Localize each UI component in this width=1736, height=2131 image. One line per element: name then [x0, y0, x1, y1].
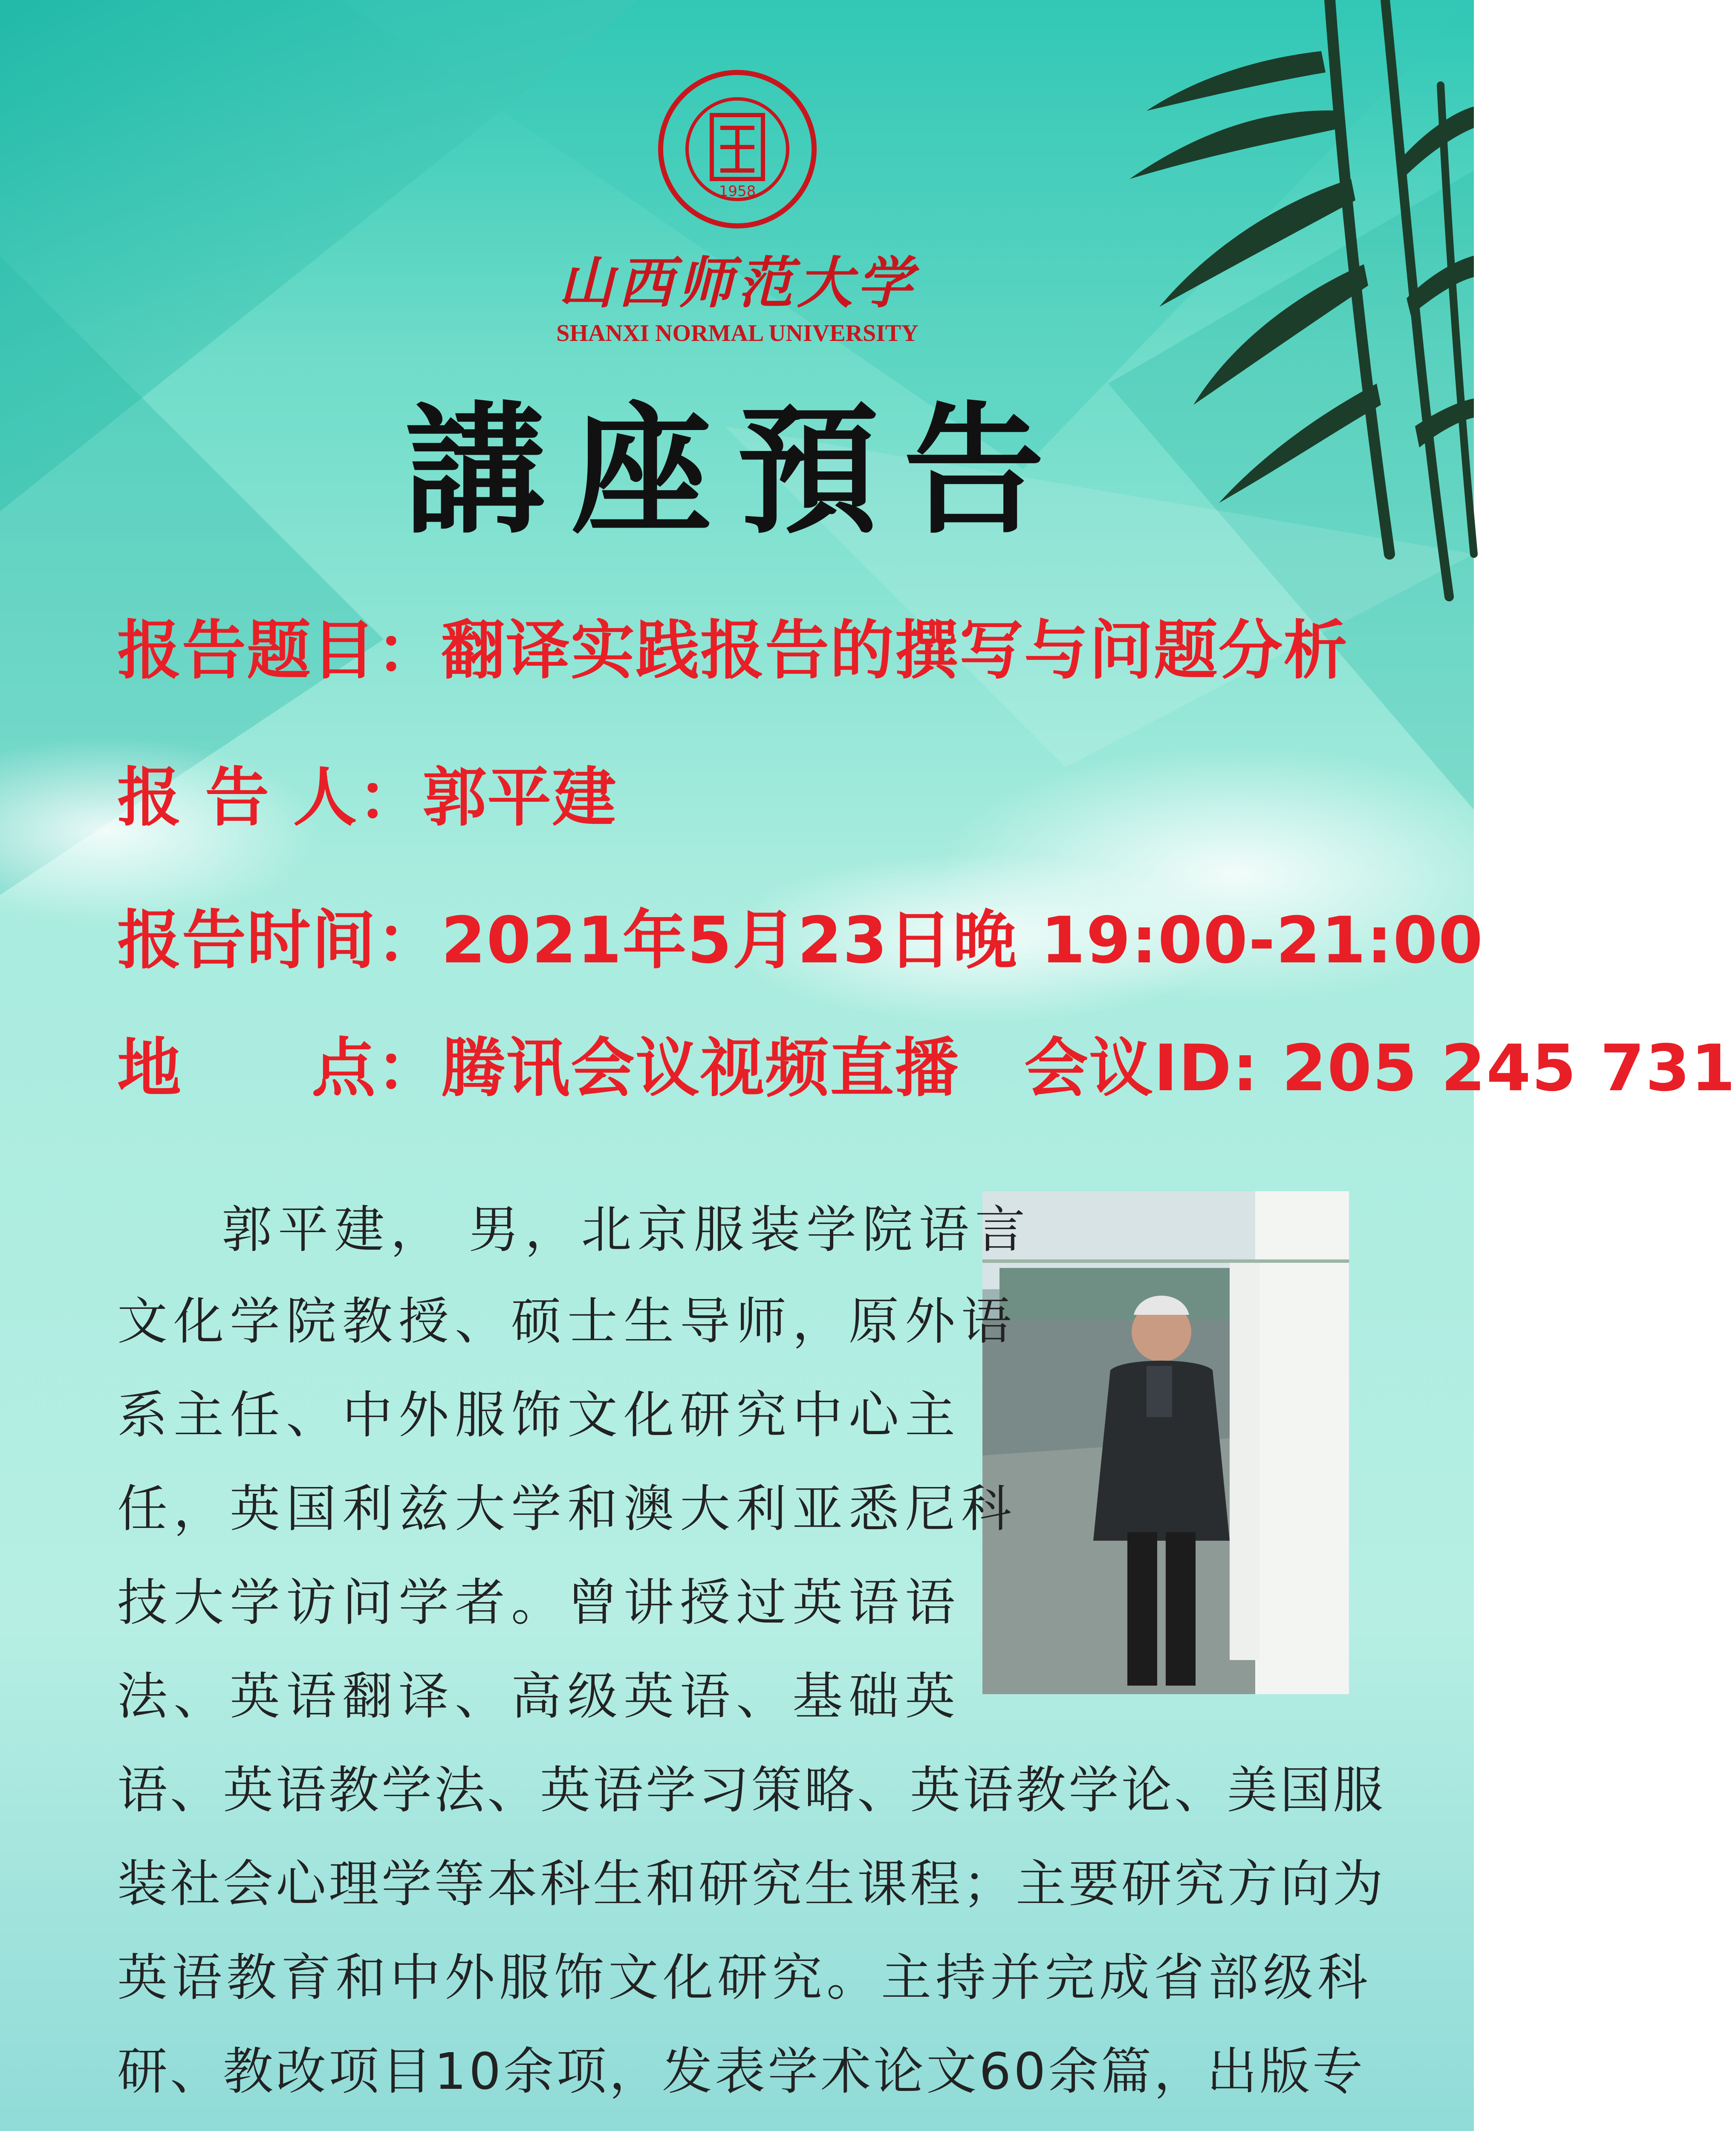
topic-line	[117, 599, 1348, 691]
bio-line: 技大学访问学者。曾讲授过英语语	[117, 1573, 962, 1632]
time-line	[117, 889, 1484, 981]
topic-value: 翻译实践报告的撰写与问题分析	[441, 614, 1349, 688]
speaker-label: 报 告 人：	[117, 761, 423, 835]
bio-line: 郭平建， 男，北京服装学院语言	[222, 1200, 1031, 1259]
university-name-cn: 山西师范大学	[558, 250, 916, 315]
speaker-photo	[982, 1191, 1349, 1694]
bio-line: 语、英语教学法、英语学习策略、英语教学论、美国服	[117, 1761, 1386, 1819]
seal-year: 1958	[719, 183, 756, 200]
place-label: 地 点：	[117, 1031, 442, 1106]
place-value: 腾讯会议视频直播 会议ID: 205 245 731	[441, 1031, 1736, 1106]
bio-line: 法、英语翻译、高级英语、基础英	[117, 1667, 962, 1726]
bio-line: 任，英国利兹大学和澳大利亚悉尼科	[117, 1479, 1018, 1538]
bio-line: 装社会心理学等本科生和研究生课程；主要研究方向为	[117, 1854, 1386, 1913]
time-label: 报告时间：	[117, 904, 442, 978]
time-value: 2021年5月23日晚 19:00-21:00	[441, 904, 1484, 978]
bio-line	[117, 2125, 1381, 2131]
place-line	[117, 1016, 1736, 1109]
bio-line: 文化学院教授、硕士生导师，原外语	[117, 1292, 1018, 1351]
bio-line: 系主任、中外服饰文化研究中心主	[117, 1386, 962, 1444]
speaker-value: 郭平建	[422, 761, 617, 835]
bio-line: 英语教育和中外服饰文化研究。主持并完成省部级科	[117, 1948, 1372, 2007]
bio-line: 研、教改项目10余项，发表学术论文60余篇，出版专	[117, 2042, 1366, 2101]
university-seal-icon	[656, 68, 818, 230]
page-title: 講座預告	[405, 389, 1070, 553]
university-name-en: SHANXI NORMAL UNIVERSITY	[556, 320, 919, 347]
speaker-line	[117, 746, 617, 838]
topic-label: 报告题目：	[117, 614, 442, 688]
